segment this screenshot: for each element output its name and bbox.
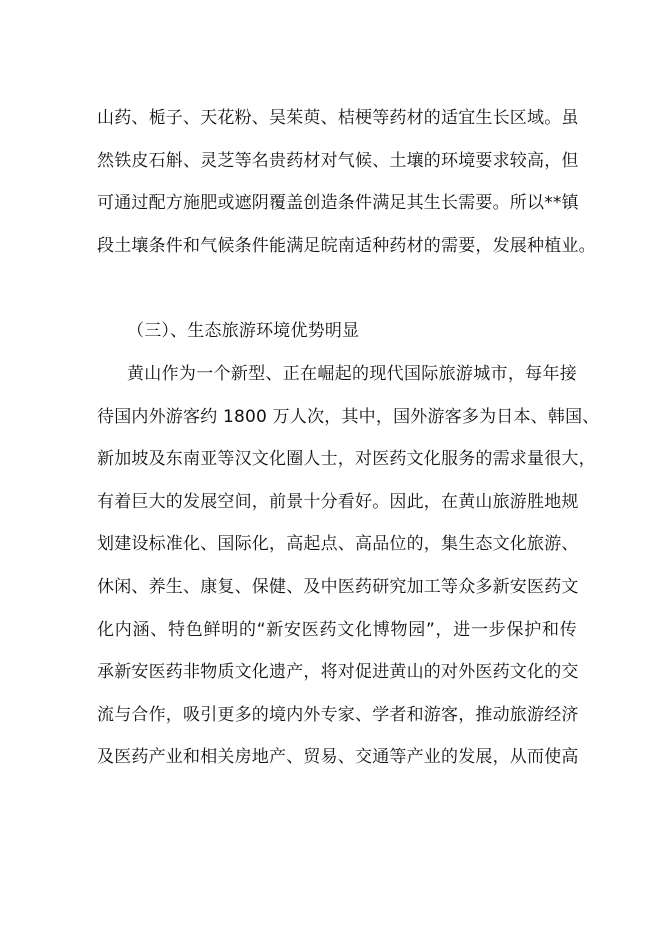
section-heading: （三）、生态旅游环境优势明显 [127, 321, 360, 341]
paragraph-2-line-9: 流与合作，吸引更多的境内外专家、学者和游客，推动旅游经济 [97, 705, 579, 725]
paragraph-1-line-1: 山药、栀子、天花粉、吴茱萸、桔梗等药材的适宜生长区域。虽 [97, 108, 579, 128]
paragraph-2-line-2: 待国内外游客约 1800 万人次，其中，国外游客多为日本、韩国、 [97, 407, 600, 427]
paragraph-2-line-8: 承新安医药非物质文化遗产，将对促进黄山的对外医药文化的交 [97, 662, 579, 682]
paragraph-1-line-3: 可通过配方施肥或遮阴覆盖创造条件满足其生长需要。所以**镇 [97, 193, 579, 213]
paragraph-2-line-5: 划建设标准化、国际化，高起点、高品位的，集生态文化旅游、 [97, 534, 579, 554]
paragraph-2-line-6: 休闲、养生、康复、保健、及中医药研究加工等众多新安医药文 [97, 577, 579, 597]
paragraph-2-line-4: 有着巨大的发展空间，前景十分看好。因此，在黄山旅游胜地规 [97, 492, 579, 512]
paragraph-2-line-1: 黄山作为一个新型、正在崛起的现代国际旅游城市，每年接 [127, 364, 577, 384]
paragraph-2-line-10: 及医药产业和相关房地产、贸易、交通等产业的发展，从而使高 [97, 747, 579, 767]
paragraph-1-line-2: 然铁皮石斛、灵芝等名贵药材对气候、土壤的环境要求较高，但 [97, 151, 579, 171]
paragraph-2-line-7: 化内涵、特色鲜明的“新安医药文化博物园”，进一步保护和传 [97, 620, 577, 640]
paragraph-1-line-4: 段土壤条件和气候条件能满足皖南适种药材的需要，发展种植业。 [97, 236, 596, 256]
paragraph-2-line-3: 新加坡及东南亚等汉文化圈人士，对医药文化服务的需求量很大， [97, 449, 596, 469]
